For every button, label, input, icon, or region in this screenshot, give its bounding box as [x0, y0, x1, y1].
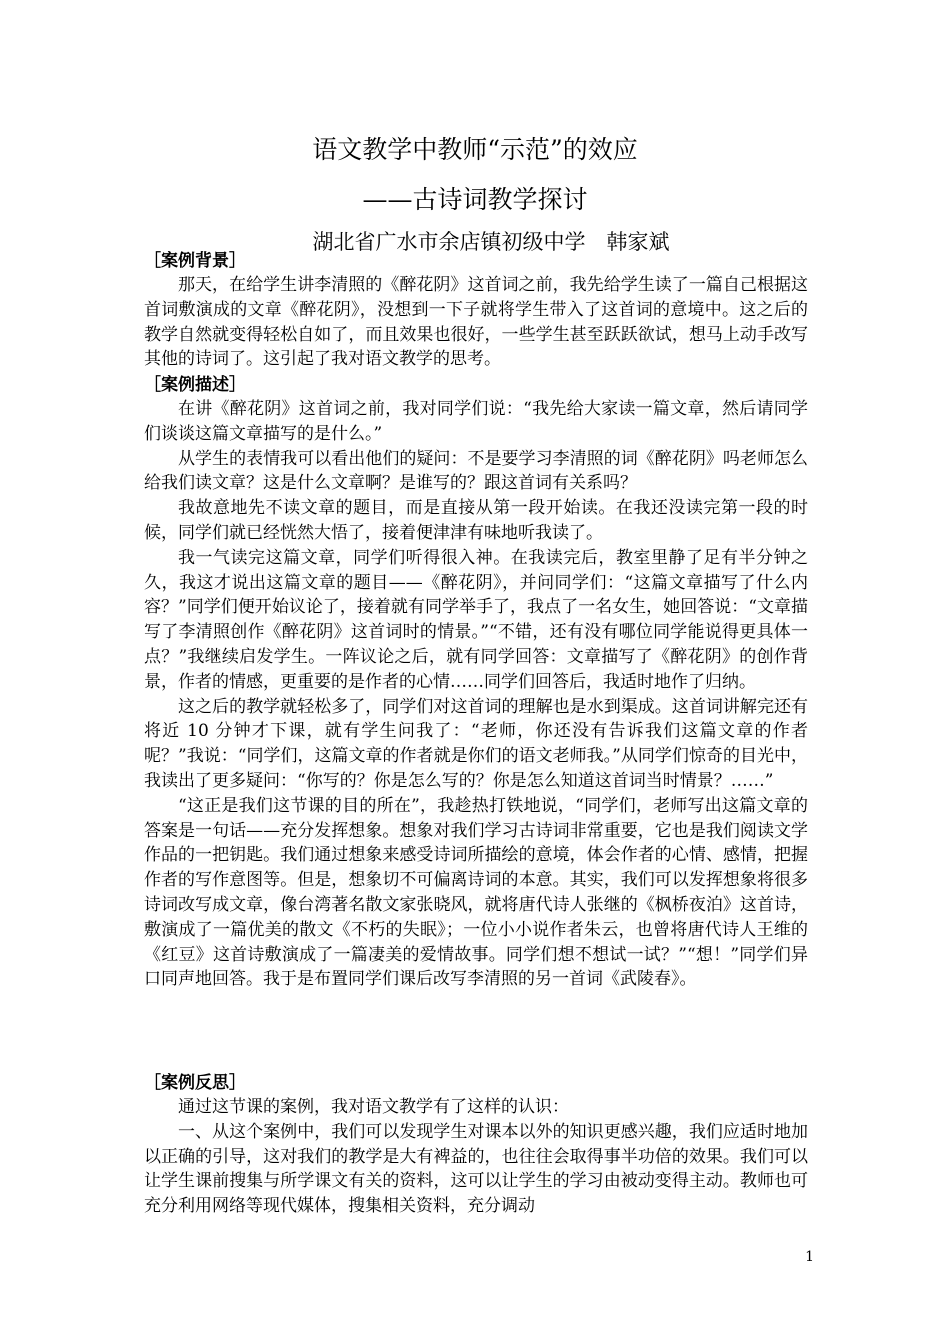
section-heading-reflection: ［案例反思］ [144, 1073, 246, 1093]
section-heading-description: ［案例描述］ [144, 375, 246, 395]
paragraph: 我一气读完这篇文章，同学们听得很入神。在我读完后，教室里静了足有半分钟之久，我这才说出这篇文章的题目——《醉花阴》，并问同学们：“这篇文章描写了什么内容？”同学们便开始议论了，接着就有同学举手了，我点了一名女生，她回答说：“文章描写了李清照创作《醉花阴》这首词时的情景。”“不错，还有没有哪位同学能说得更具体一点？”我继续启发学生。一阵议论之后，就有同学回答：文章描写了《醉花阴》的创作背景，作者的情感，更重要的是作者的心情……同学们回答后，我适时地作了归纳。 [144, 547, 808, 692]
paragraph: 我故意地先不读文章的题目，而是直接从第一段开始读。在我还没读完第一段的时候，同学们就已经恍然大悟了，接着便津津有味地听我读了。 [144, 498, 808, 543]
paragraph: 这之后的教学就轻松多了，同学们对这首词的理解也是水到渠成。这首词讲解完还有将近 10 分钟才下课，就有学生问我了：“老师，你还没有告诉我们这篇文章的作者呢？”我说：“同学们，这篇文章的作者就是你们的语文老师我。”从同学们惊奇的目光中，我读出了更多疑问：“你写的？你是怎么写的？你是怎么知道这首词当时情景？……” [144, 696, 808, 791]
paragraph: 在讲《醉花阴》这首词之前，我对同学们说：“我先给大家读一篇文章，然后请同学们谈谈这篇文章描写的是什么。” [144, 399, 808, 444]
author-line: 湖北省广水市余店镇初级中学 韩家斌 [312, 230, 670, 254]
section-body-reflection [144, 1095, 808, 1219]
paragraph: 一、从这个案例中，我们可以发现学生对课本以外的知识更感兴趣，我们应适时地加以正确的引导，这对我们的教学是大有裨益的，也往往会取得事半功倍的效果。我们可以让学生课前搜集与所学课文有关的资料，这可以让学生的学习由被动变得主动。教师也可充分利用网络等现代媒体，搜集相关资料，充分调动 [144, 1121, 808, 1217]
paragraph: 那天，在给学生讲李清照的《醉花阴》这首词之前，我先给学生读了一篇自己根据这首词敷演成的文章《醉花阴》，没想到一下子就将学生带入了这首词的意境中。这之后的教学自然就变得轻松自如了，而且效果也很好，一些学生甚至跃跃欲试，想马上动手改写其他的诗词了。这引起了我对语文教学的思考。 [144, 275, 808, 370]
document-title: 语文教学中教师“示范”的效应 [312, 135, 638, 164]
paragraph: 通过这节课的案例，我对语文教学有了这样的认识： [178, 1097, 569, 1117]
section-body-background [144, 273, 808, 372]
document-subtitle: ——古诗词教学探讨 [362, 185, 588, 214]
section-body-description [144, 397, 808, 992]
section-heading-background: ［案例背景］ [144, 251, 246, 271]
page-number: 1 [805, 1249, 814, 1265]
paragraph: “这正是我们这节课的目的所在”，我趁热打铁地说，“同学们，老师写出这篇文章的答案是一句话——充分发挥想象。想象对我们学习古诗词非常重要，它也是我们阅读文学作品的一把钥匙。我们通过想象来感受诗词所描绘的意境，体会作者的心情、感情，把握作者的写作意图等。但是，想象切不可偏离诗词的本意。其实，我们可以发挥想象将很多诗词改写成文章，像台湾著名散文家张晓风，就将唐代诗人张继的《枫桥夜泊》这首诗，敷演成了一篇优美的散文《不朽的失眠》；一位小小说作者朱云，也曾将唐代诗人王维的《红豆》这首诗敷演成了一篇凄美的爱情故事。同学们想不想试一试？”“想！”同学们异口同声地回答。我于是布置同学们课后改写李清照的另一首词《武陵春》。 [144, 795, 808, 990]
paragraph: 从学生的表情我可以看出他们的疑问：不是要学习李清照的词《醉花阴》吗老师怎么给我们读文章？这是什么文章啊？是谁写的？跟这首词有关系吗？ [144, 448, 808, 494]
